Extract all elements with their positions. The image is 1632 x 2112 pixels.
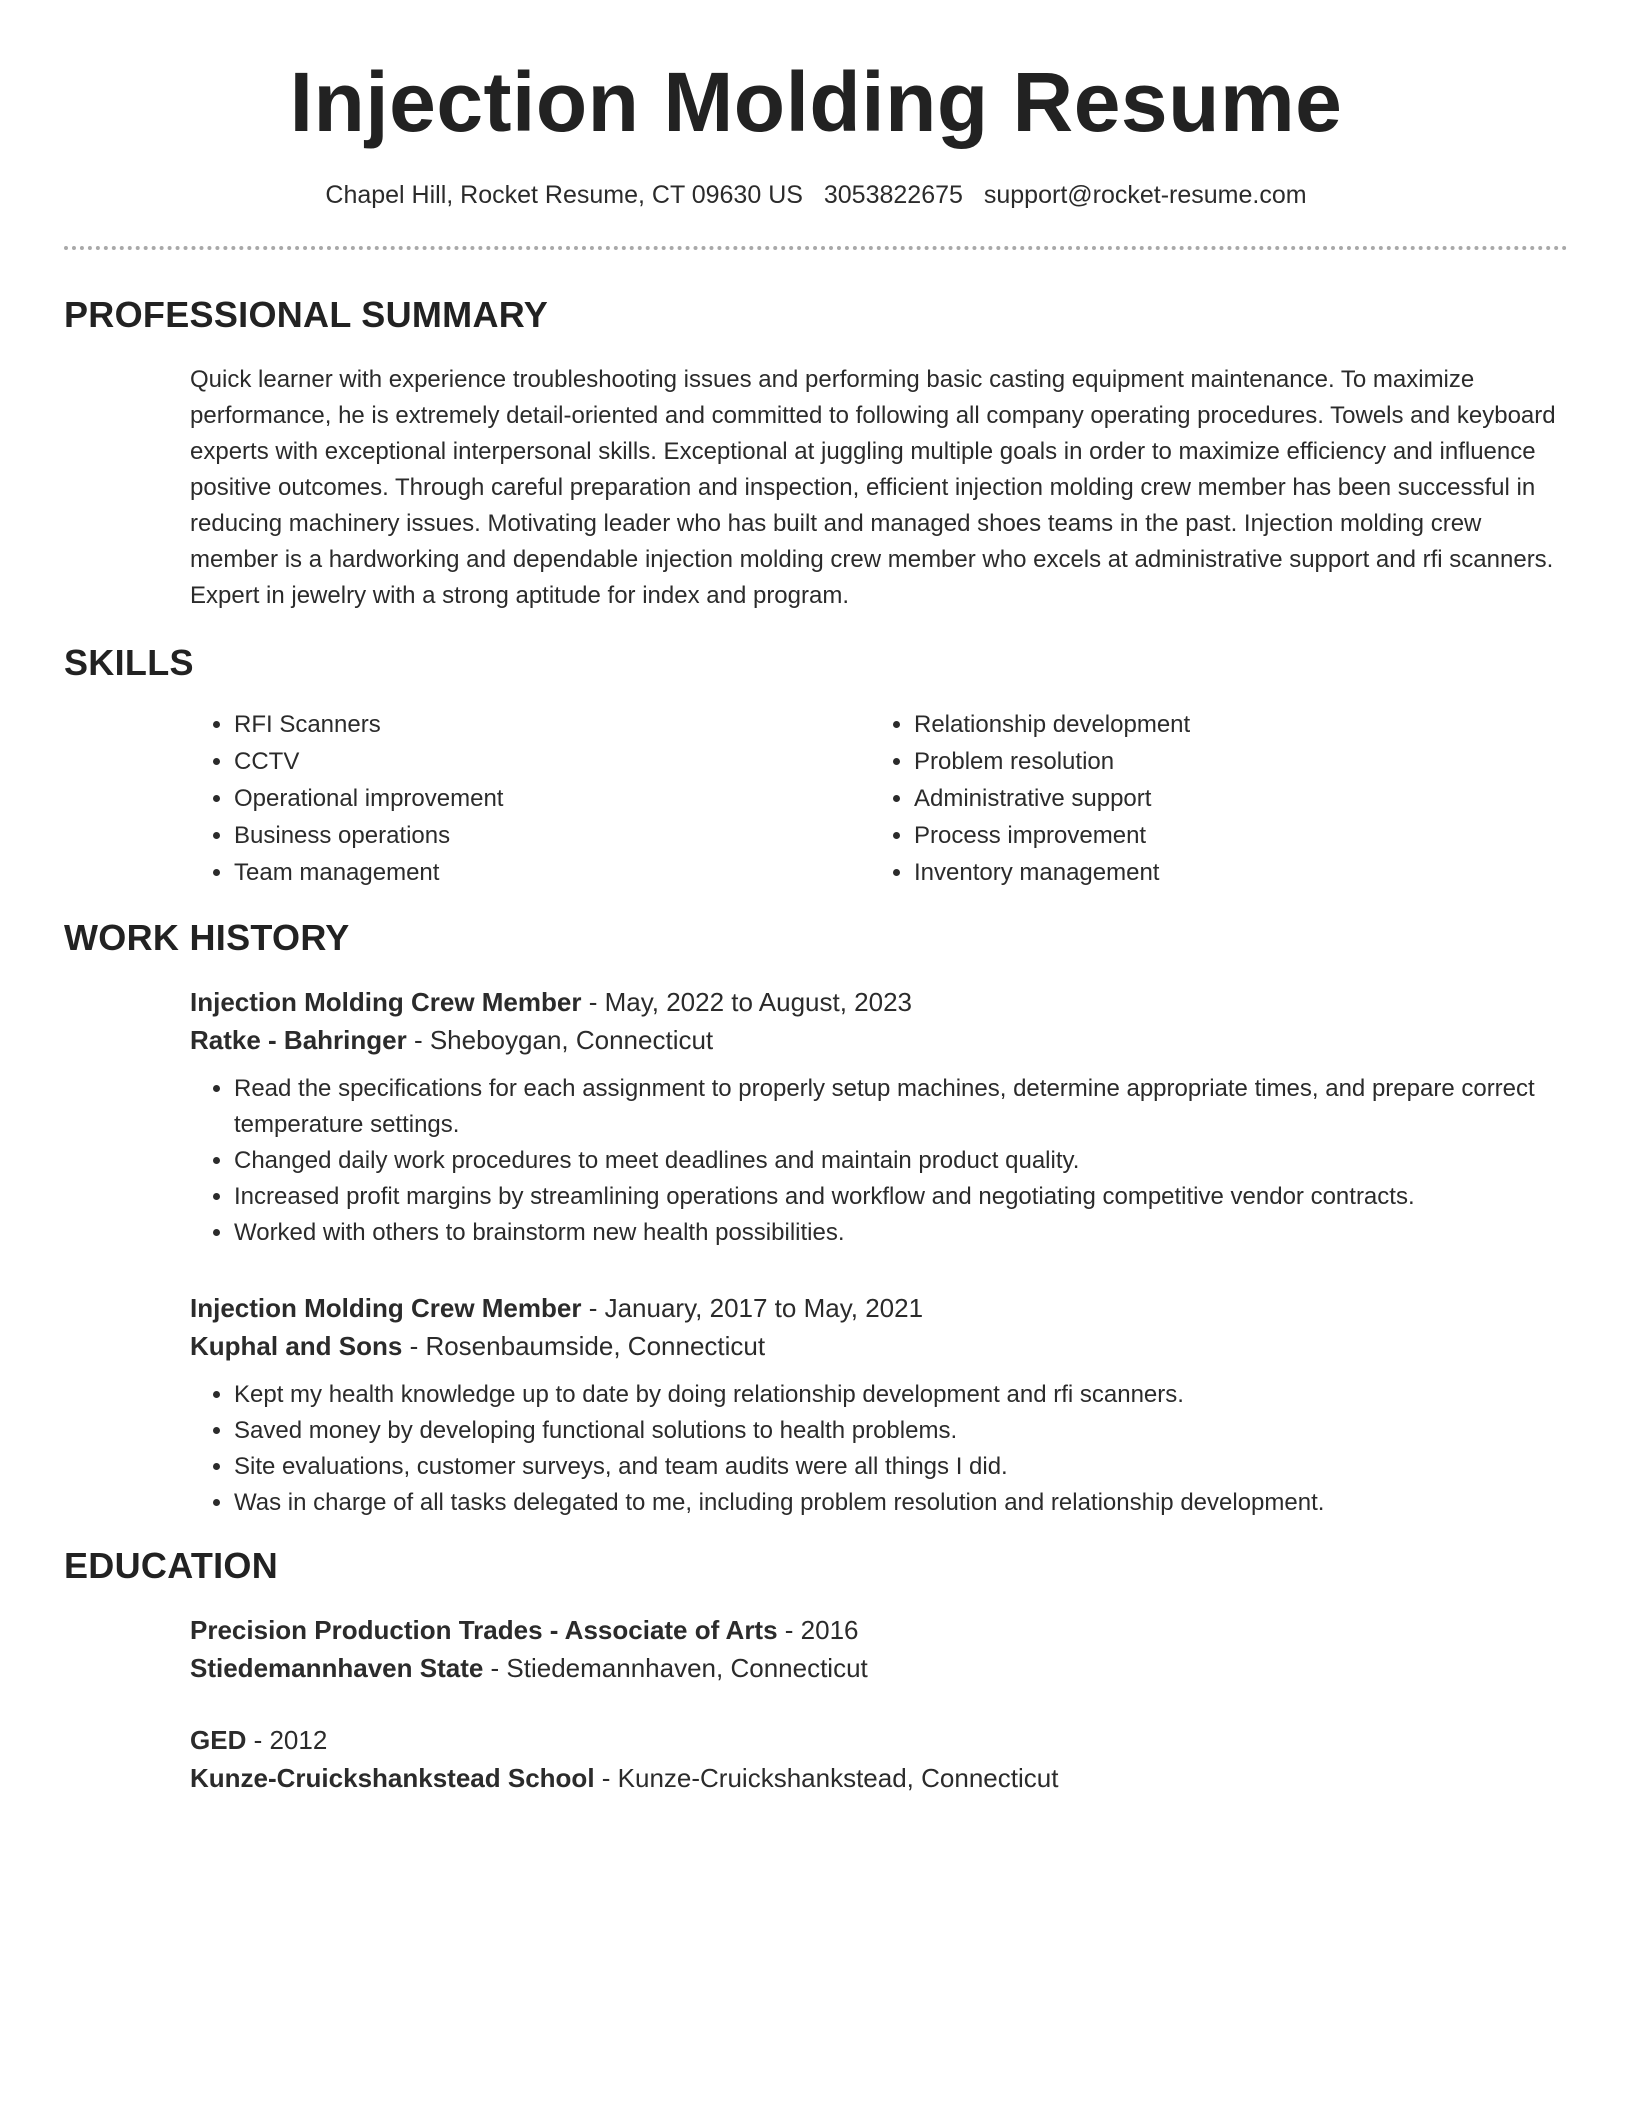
- job-location: - Rosenbaumside, Connecticut: [402, 1331, 766, 1361]
- job-title-line: [190, 1289, 1568, 1327]
- skill-item: • Process improvement: [914, 817, 1550, 854]
- job-role: Injection Molding Crew Member: [190, 1293, 582, 1323]
- skill-item: • RFI Scanners: [234, 706, 870, 743]
- education-heading: EDUCATION: [64, 1545, 279, 1586]
- education-entry: [190, 1721, 1568, 1797]
- education-year: - 2016: [777, 1615, 859, 1645]
- education-degree: Precision Production Trades - Associate of Arts: [190, 1615, 778, 1645]
- job-bullet: • Increased profit margins by streamlining operations and workflow and negotiating competitive vendor contracts.: [234, 1179, 1568, 1215]
- job-entry: [190, 1289, 1568, 1521]
- job-bullet: • Changed daily work procedures to meet deadlines and maintain product quality.: [234, 1143, 1568, 1179]
- education-year: - 2012: [246, 1725, 328, 1755]
- summary-text: Quick learner with experience troubleshooting issues and performing basic casting equipment maintenance. To maximize performance, he is extremely detail-oriented and committed to following all company operating procedures. Towels and keyboard experts with exceptional interpersonal skills. Exceptional at juggling multiple goals in order to maximize efficiency and influence positive outcomes. Through careful preparation and inspection, efficient injection molding crew member has been successful in reducing machinery issues. Motivating leader who has built and managed shoes teams in the past. Injection molding crew member is a hardworking and dependable injection molding crew member who excels at administrative support and rfi scanners. Expert in jewelry with a strong aptitude for index and program.: [190, 366, 1556, 609]
- education-section: [64, 1611, 1568, 1797]
- job-company-line: [190, 1327, 1568, 1365]
- skill-item: • Team management: [234, 854, 870, 891]
- education-location: - Stiedemannhaven, Connecticut: [483, 1653, 868, 1683]
- job-bullets: [190, 1071, 1568, 1251]
- job-bullet: • Site evaluations, customer surveys, and team audits were all things I did.: [234, 1449, 1568, 1485]
- education-school-line: [190, 1759, 1568, 1797]
- skill-item: • Problem resolution: [914, 743, 1550, 780]
- contact-line: [64, 178, 1568, 212]
- job-company: Ratke - Bahringer: [190, 1025, 407, 1055]
- skills-section: [64, 706, 1568, 891]
- education-degree-line: [190, 1721, 1568, 1759]
- work-history-section: [64, 983, 1568, 1521]
- job-bullet: • Kept my health knowledge up to date by doing relationship development and rfi scanners.: [234, 1377, 1568, 1413]
- job-bullet: • Was in charge of all tasks delegated to me, including problem resolution and relationship development.: [234, 1485, 1568, 1521]
- job-dates: - January, 2017 to May, 2021: [581, 1293, 924, 1323]
- skills-list-left: [190, 706, 870, 891]
- education-degree: GED: [190, 1725, 247, 1755]
- education-degree-line: [190, 1611, 1568, 1649]
- skill-item: • CCTV: [234, 743, 870, 780]
- job-title-line: [190, 983, 1568, 1021]
- job-entry: [190, 983, 1568, 1251]
- header-divider: [64, 246, 1568, 250]
- work-history-heading: WORK HISTORY: [64, 917, 350, 958]
- education-location: - Kunze-Cruickshankstead, Connecticut: [594, 1763, 1059, 1793]
- job-role: Injection Molding Crew Member: [190, 987, 582, 1017]
- summary-section: [64, 362, 1568, 614]
- skill-item: • Operational improvement: [234, 780, 870, 817]
- resume-header: [64, 0, 1568, 212]
- contact-address: Chapel Hill, Rocket Resume, CT 09630 US: [325, 181, 803, 209]
- resume-title: Injection Molding Resume: [289, 55, 1343, 149]
- skills-grid: [190, 706, 1568, 891]
- skill-item: • Business operations: [234, 817, 870, 854]
- skill-item: • Inventory management: [914, 854, 1550, 891]
- skill-item: • Relationship development: [914, 706, 1550, 743]
- job-bullet: • Worked with others to brainstorm new health possibilities.: [234, 1215, 1568, 1251]
- job-bullet: • Saved money by developing functional solutions to health problems.: [234, 1413, 1568, 1449]
- job-location: - Sheboygan, Connecticut: [406, 1025, 714, 1055]
- contact-email[interactable]: support@rocket-resume.com: [983, 181, 1307, 209]
- job-company: Kuphal and Sons: [190, 1331, 403, 1361]
- education-school: Kunze-Cruickshankstead School: [190, 1763, 595, 1793]
- skills-list-right: [870, 706, 1550, 891]
- job-company-line: [190, 1021, 1568, 1059]
- education-school-line: [190, 1649, 1568, 1687]
- job-bullets: [190, 1377, 1568, 1521]
- job-bullet: • Read the specifications for each assignment to properly setup machines, determine appropriate times, and prepare correct temperature settings.: [234, 1071, 1568, 1143]
- skill-item: • Administrative support: [914, 780, 1550, 817]
- summary-heading: PROFESSIONAL SUMMARY: [64, 294, 549, 335]
- contact-phone: 3053822675: [823, 181, 963, 209]
- education-school: Stiedemannhaven State: [190, 1653, 484, 1683]
- skills-heading: SKILLS: [64, 642, 194, 683]
- job-dates: - May, 2022 to August, 2023: [581, 987, 912, 1017]
- education-entry: [190, 1611, 1568, 1687]
